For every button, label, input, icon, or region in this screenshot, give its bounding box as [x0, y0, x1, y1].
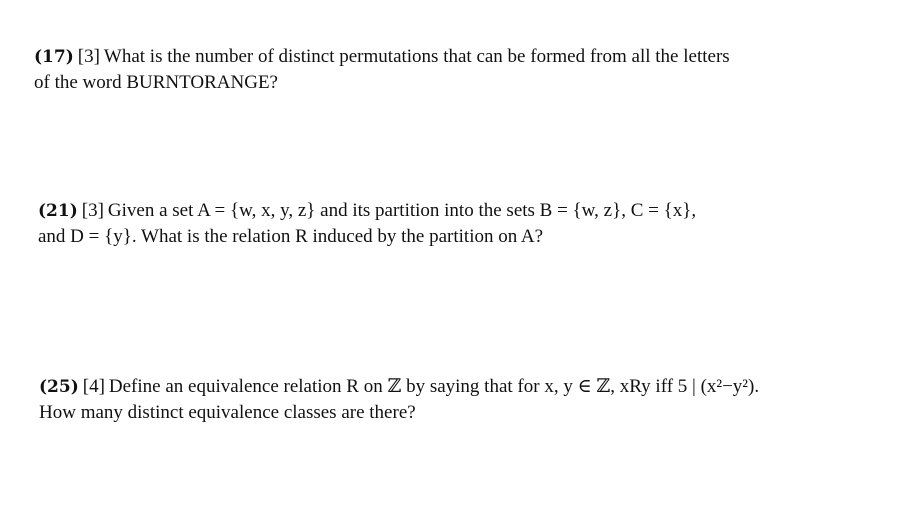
problem-text: Define an equivalence relation R on ℤ by saying that for x, y ∈ ℤ, xRy iff 5 | (x²−y²). — [108, 376, 760, 397]
problem-21-line-1 — [38, 198, 858, 224]
problem-text: What is the number of distinct permutations that can be formed from all the letters — [103, 46, 730, 67]
problem-25-line-1 — [39, 374, 859, 400]
problem-points: [3] — [77, 46, 100, 67]
problem-17 — [34, 44, 854, 95]
problem-points: [3] — [81, 200, 104, 221]
problem-21 — [38, 198, 858, 249]
problem-17-line-1 — [34, 44, 854, 70]
problem-number: (25) — [39, 377, 79, 397]
problem-17-line-2: of the word BURNTORANGE? — [34, 72, 278, 93]
problem-number: (21) — [38, 201, 78, 221]
problem-25 — [39, 374, 859, 425]
problem-number: (17) — [34, 47, 74, 67]
problem-text: Given a set A = {w, x, y, z} and its partition into the sets B = {w, z}, C = {x}, — [107, 200, 697, 221]
problem-25-line-2: How many distinct equivalence classes are there? — [39, 402, 416, 423]
problem-21-line-2: and D = {y}. What is the relation R induced by the partition on A? — [38, 226, 544, 247]
problem-points: [4] — [82, 376, 105, 397]
